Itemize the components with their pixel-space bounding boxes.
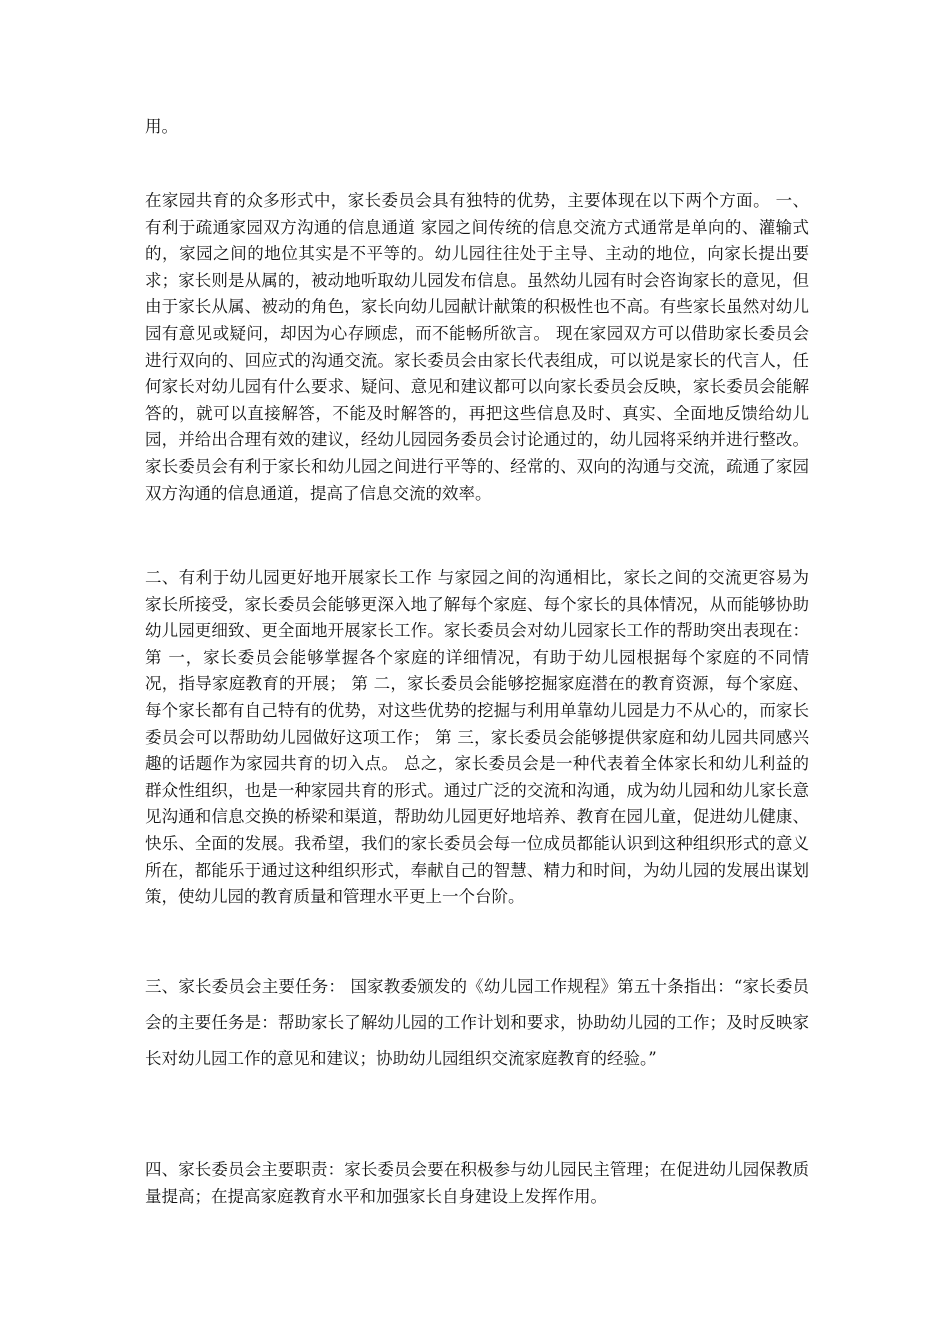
paragraph-section-three-tasks: 三、家长委员会主要任务： 国家教委颁发的《幼儿园工作规程》第五十条指出：“家长委员会的主要任务是：帮助家长了解幼儿园的工作计划和要求，协助幼儿园的工作；及时反映家长对幼儿园工作的意见和建议；协助幼儿园组织交流家庭教育的经验。” <box>145 977 809 1068</box>
paragraph-section-four-duties: 四、家长委员会主要职责：家长委员会要在积极参与幼儿园民主管理；在促进幼儿园保教质量提高；在提高家庭教育水平和加强家长自身建设上发挥作用。 <box>145 1160 809 1206</box>
paragraph-advantages-section-one: 在家园共育的众多形式中，家长委员会具有独特的优势，主要体现在以下两个方面。 一、有利于疏通家园双方沟通的信息通道 家园之间传统的信息交流方式通常是单向的、灌输式的，家园之间的地位其实是不平等的。幼儿园往往处于主导、主动的地位，向家长提出要求；家长则是从属的，被动地听取幼儿园发布信息。虽然幼儿园有时会咨询家长的意见，但由于家长从属、被动的角色，家长向幼儿园献计献策的积极性也不高。有些家长虽然对幼儿园有意见或疑问，却因为心存顾虑，而不能畅所欲言。 现在家园双方可以借助家长委员会进行双向的、回应式的沟通交流。家长委员会由家长代表组成，可以说是家长的代言人，任何家长对幼儿园有什么要求、疑问、意见和建议都可以向家长委员会反映，家长委员会能解答的，就可以直接解答，不能及时解答的，再把这些信息及时、真实、全面地反馈给幼儿园，并给出合理有效的建议，经幼儿园园务委员会讨论通过的，幼儿园将采纳并进行整改。家长委员会有利于家长和幼儿园之间进行平等的、经常的、双向的沟通与交流，疏通了家园双方沟通的信息通道，提高了信息交流的效率。 <box>145 191 809 503</box>
paragraph-continuation: 用。 <box>145 117 178 136</box>
paragraph-section-two: 二、有利于幼儿园更好地开展家长工作 与家园之间的沟通相比，家长之间的交流更容易为家长所接受，家长委员会能够更深入地了解每个家庭、每个家长的具体情况，从而能够协助幼儿园更细致、更全面地开展家长工作。家长委员会对幼儿园家长工作的帮助突出表现在： 第 一，家长委员会能够掌握各个家庭的详细情况，有助于幼儿园根据每个家庭的不同情况，指导家庭教育的开展； 第 二，家长委员会能够挖掘家庭潜在的教育资源，每个家庭、每个家长都有自己特有的优势，对这些优势的挖掘与利用单靠幼儿园是力不从心的，而家长委员会可以帮助幼儿园做好这项工作； 第 三，家长委员会能够提供家庭和幼儿园共同感兴趣的话题作为家园共育的切入点。 总之，家长委员会是一种代表着全体家长和幼儿利益的群众性组织，也是一种家园共育的形式。通过广泛的交流和沟通，成为幼儿园和幼儿家长意见沟通和信息交换的桥梁和渠道，帮助幼儿园更好地培养、教育在园儿童，促进幼儿健康、快乐、全面的发展。我希望，我们的家长委员会每一位成员都能认识到这种组织形式的意义所在，都能乐于通过这种组织形式，奉献自己的智慧、精力和时间，为幼儿园的发展出谋划策，使幼儿园的教育质量和管理水平更上一个台阶。 <box>145 568 809 907</box>
